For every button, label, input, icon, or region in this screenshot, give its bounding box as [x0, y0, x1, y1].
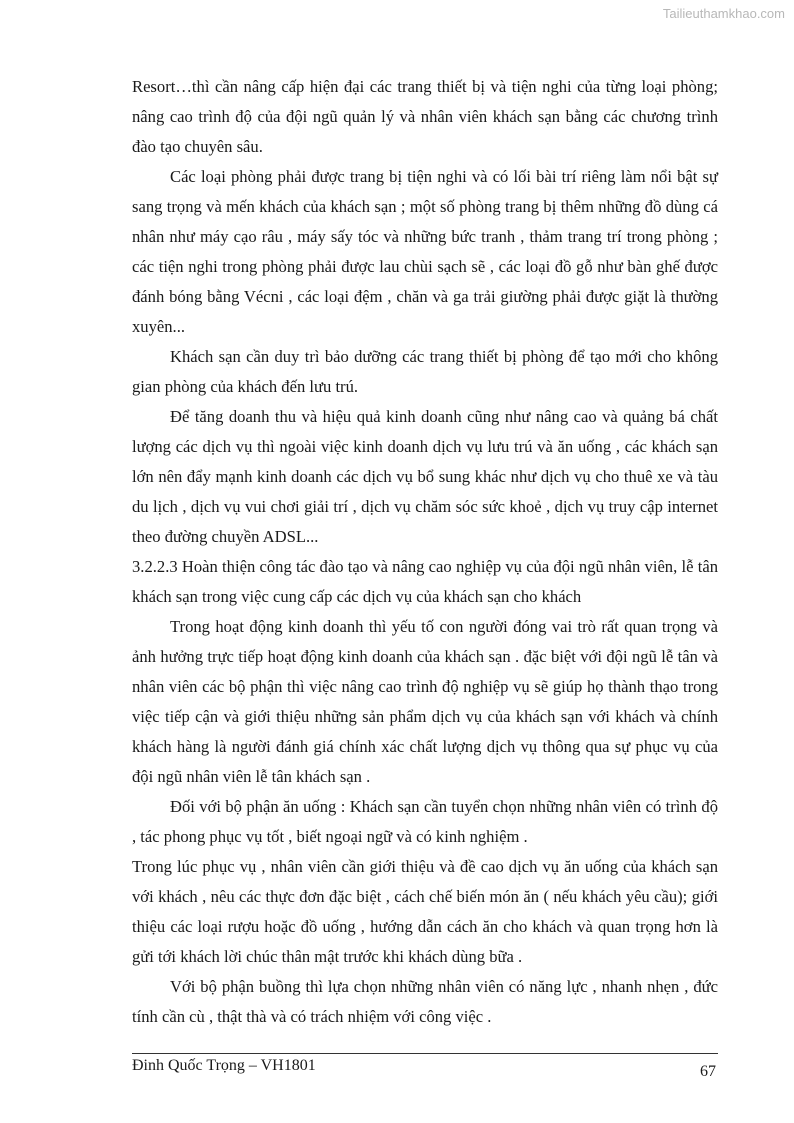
paragraph: Resort…thì cần nâng cấp hiện đại các trang thiết bị và tiện nghi của từng loại phòng; nâng cao trình độ của đội ngũ quản lý và nhân viên khách sạn bằng các chương trình đào tạo chuyên sâu. — [132, 77, 718, 156]
paragraph: Trong lúc phục vụ , nhân viên cần giới thiệu và đề cao dịch vụ ăn uống của khách sạn với khách , nêu các thực đơn đặc biệt , cách chế biến món ăn ( nếu khách yêu cầu); giới thiệu các loại rượu hoặc đồ uống , hướng dẫn cách ăn cho khách và quan trọng hơn là gửi tới khách lời chúc thân mật trước khi khách dùng bữa . — [132, 857, 718, 966]
paragraph: Trong hoạt động kinh doanh thì yếu tố con người đóng vai trò rất quan trọng và ảnh hưởng trực tiếp hoạt động kinh doanh của khách sạn . đặc biệt với đội ngũ lễ tân và nhân viên các bộ phận thì việc nâng cao trình độ nghiệp vụ sẽ giúp họ thành thạo trong việc tiếp cận và giới thiệu những sản phẩm dịch vụ của khách sạn với khách và chính khách hàng là người đánh giá chính xác chất lượng dịch vụ thông qua sự phục vụ của đội ngũ nhân viên lễ tân khách sạn . — [132, 617, 718, 786]
watermark: Tailieuthamkhao.com — [662, 6, 785, 21]
section-heading: 3.2.2.3 Hoàn thiện công tác đào tạo và nâng cao nghiệp vụ của đội ngũ nhân viên, lễ tân khách sạn trong việc cung cấp các dịch vụ của khách sạn cho khách — [132, 557, 718, 606]
page-number: 67 — [700, 1063, 716, 1080]
footer-divider — [132, 1053, 718, 1054]
paragraph: Với bộ phận buồng thì lựa chọn những nhân viên có năng lực , nhanh nhẹn , đức tính cần cù , thật thà và có trách nhiệm với công việc . — [132, 977, 718, 1026]
footer-author: Đinh Quốc Trọng – VH1801 — [132, 1057, 316, 1074]
paragraph: Các loại phòng phải được trang bị tiện nghi và có lối bài trí riêng làm nổi bật sự sang trọng và mến khách của khách sạn ; một số phòng trang bị thêm những đồ dùng cá nhân như máy cạo râu , máy sấy tóc và những bức tranh , thảm trang trí trong phòng ; các tiện nghi trong phòng phải được lau chùi sạch sẽ , các loại đồ gỗ như bàn ghế được đánh bóng bằng Vécni , các loại đệm , chăn và ga trải giường phải được giặt là thường xuyên... — [132, 167, 718, 336]
paragraph: Để tăng doanh thu và hiệu quả kinh doanh cũng như nâng cao và quảng bá chất lượng các dịch vụ thì ngoài việc kinh doanh dịch vụ lưu trú và ăn uống , các khách sạn lớn nên đẩy mạnh kinh doanh các dịch vụ bổ sung khác như dịch vụ cho thuê xe và tàu du lịch , dịch vụ vui chơi giải trí , dịch vụ chăm sóc sức khoẻ , dịch vụ truy cập internet theo đường chuyền ADSL... — [132, 407, 718, 546]
page-body — [132, 72, 718, 1032]
paragraph: Khách sạn cần duy trì bảo dưỡng các trang thiết bị phòng để tạo mới cho không gian phòng của khách đến lưu trú. — [132, 347, 718, 396]
paragraph: Đối với bộ phận ăn uống : Khách sạn cần tuyển chọn những nhân viên có trình độ , tác phong phục vụ tốt , biết ngoại ngữ và có kinh nghiệm . — [132, 797, 718, 846]
